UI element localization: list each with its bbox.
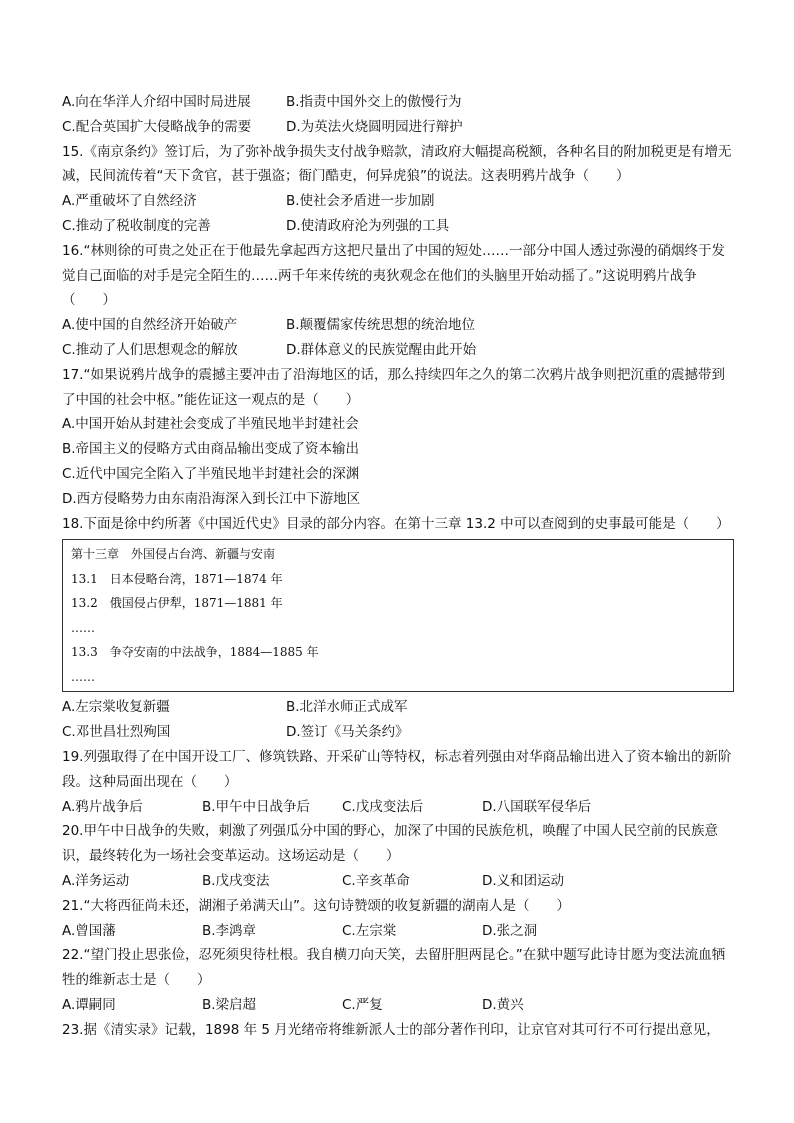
q16-options-row-1 — [62, 313, 734, 338]
q19-options — [62, 795, 734, 820]
q19-option-c: C.戊戌变法后 — [342, 798, 424, 815]
q22-option-c: C.严复 — [342, 996, 383, 1013]
toc-section-13-2: 13.2 俄国侵占伊犁，1871—1881 年 — [71, 596, 283, 611]
toc-ellipsis-2: …… — [71, 669, 95, 684]
toc-chapter-title: 第十三章 外国侵占台湾、新疆与安南 — [71, 547, 276, 562]
q21-option-d: D.张之洞 — [482, 922, 538, 939]
q18-options-row-2 — [62, 720, 734, 745]
q18-option-b: B.北洋水师正式成军 — [286, 699, 408, 716]
q16-option-c: C.推动了人们思想观念的解放 — [62, 341, 238, 358]
q22-option-b: B.梁启超 — [202, 996, 257, 1013]
toc-ellipsis-1: …… — [71, 620, 95, 635]
q20-option-d: D.义和团运动 — [482, 872, 565, 889]
q18-option-c: C.邓世昌壮烈殉国 — [62, 724, 171, 741]
q19-option-d: D.八国联军侵华后 — [482, 798, 592, 815]
q17-option-a: A.中国开始从封建社会变成了半殖民地半封建社会 — [62, 416, 359, 433]
q20-stem: 20.甲午中日战争的失败，刺激了列强瓜分中国的野心，加深了中国的民族危机，唤醒了中国人民空前的民族意识，最终转化为一场社会变革运动。这场运动是（ ） — [62, 823, 718, 865]
q19-option-b: B.甲午中日战争后 — [202, 798, 311, 815]
q17-option-c: C.近代中国完全陷入了半殖民地半封建社会的深渊 — [62, 465, 360, 482]
q18-stem: 18.下面是徐中约所著《中国近代史》目录的部分内容。在第十三章 13.2 中可以查阅到的史事最可能是（ ） — [62, 515, 730, 532]
q16-option-d: D.群体意义的民族觉醒由此开始 — [286, 341, 477, 358]
q14-option-c: C.配合英国扩大侵略战争的需要 — [62, 118, 252, 135]
q19-stem: 19.列强取得了在中国开设工厂、修筑铁路、开采矿山等特权，标志着列强由对华商品输出进入了资本输出的新阶段。这种局面出现在（ ） — [62, 748, 732, 790]
q17-stem: 17.“如果说鸦片战争的震撼主要冲击了沿海地区的话，那么持续四年之久的第二次鸦片战争则把沉重的震撼带到了中国的社会中枢。”能佐证这一观点的是（ ） — [62, 366, 725, 408]
q22-stem: 22.“望门投止思张俭，忍死须臾待杜根。我自横刀向天笑，去留肝胆两昆仑。”在狱中题写此诗甘愿为变法流血牺牲的维新志士是（ ） — [62, 947, 726, 989]
q17-option-d: D.西方侵略势力由东南沿海深入到长江中下游地区 — [62, 490, 361, 507]
q22-options — [62, 993, 734, 1018]
q15-options-row-1 — [62, 189, 734, 214]
q21-option-a: A.曾国藩 — [62, 922, 116, 939]
q21-option-b: B.李鸿章 — [202, 922, 257, 939]
q14-option-d: D.为英法火烧圆明园进行辩护 — [286, 118, 463, 135]
q21-stem: 21.“大将西征尚未还，湖湘子弟满天山”。这句诗赞颂的收复新疆的湖南人是（ ） — [62, 897, 570, 914]
q14-option-b: B.指责中国外交上的傲慢行为 — [286, 94, 462, 110]
q18-option-d: D.签订《马关条约》 — [286, 724, 409, 741]
q15-option-d: D.使清政府沦为列强的工具 — [286, 217, 450, 234]
q20-option-b: B.戊戌变法 — [202, 872, 270, 889]
q20-options — [62, 869, 734, 894]
q16-option-a: A.使中国的自然经济开始破产 — [62, 317, 238, 334]
q22-option-d: D.黄兴 — [482, 996, 524, 1013]
q15-option-b: B.使社会矛盾进一步加剧 — [286, 193, 435, 210]
q15-option-a: A.严重破坏了自然经济 — [62, 193, 197, 210]
q17-option-b: B.帝国主义的侵略方式由商品输出变成了资本输出 — [62, 441, 360, 458]
q18-table-of-contents-box — [62, 539, 734, 692]
toc-section-13-3: 13.3 争夺安南的中法战争，1884—1885 年 — [71, 645, 319, 660]
q16-option-b: B.颠覆儒家传统思想的统治地位 — [286, 317, 476, 334]
q18-options-row-1 — [62, 695, 734, 720]
q14-option-a: A.向在华洋人介绍中国时局进展 — [62, 94, 251, 110]
q16-stem: 16.“林则徐的可贵之处正在于他最先拿起西方这把尺量出了中国的短处……一部分中国人透过弥漫的硝烟终于发觉自己面临的对手是完全陌生的……两千年来传统的夷狄观念在他们的头脑里开始动摇了。”这说明鸦片战争（ ） — [62, 242, 725, 309]
q23-stem: 23.据《清实录》记载，1898 年 5 月光绪帝将维新派人士的部分著作刊印，让京官对其可行不可行提出意见， — [62, 1021, 720, 1038]
q16-options-row-2 — [62, 338, 734, 363]
q15-options-row-2 — [62, 214, 734, 239]
q20-option-a: A.洋务运动 — [62, 872, 130, 889]
q14-options-row-2 — [62, 115, 734, 140]
q19-option-a: A.鸦片战争后 — [62, 798, 143, 815]
q15-option-c: C.推动了税收制度的完善 — [62, 217, 211, 234]
q22-option-a: A.谭嗣同 — [62, 996, 116, 1013]
q18-option-a: A.左宗棠收复新疆 — [62, 699, 170, 716]
q15-stem: 15.《南京条约》签订后，为了弥补战争损失支付战争赔款，清政府大幅提高税额，各种名目的附加税更是有增无减，民间流传着“天下贪官，甚于强盗；衙门酷吏，何异虎狼”的说法。这表明鸦片战争（ ） — [62, 143, 732, 185]
q14-options-row-1 — [62, 90, 734, 115]
q21-options — [62, 919, 734, 944]
q20-option-c: C.辛亥革命 — [342, 872, 410, 889]
toc-section-13-1: 13.1 日本侵略台湾，1871—1874 年 — [71, 571, 283, 586]
exam-page — [62, 90, 734, 1043]
q21-option-c: C.左宗棠 — [342, 922, 397, 939]
